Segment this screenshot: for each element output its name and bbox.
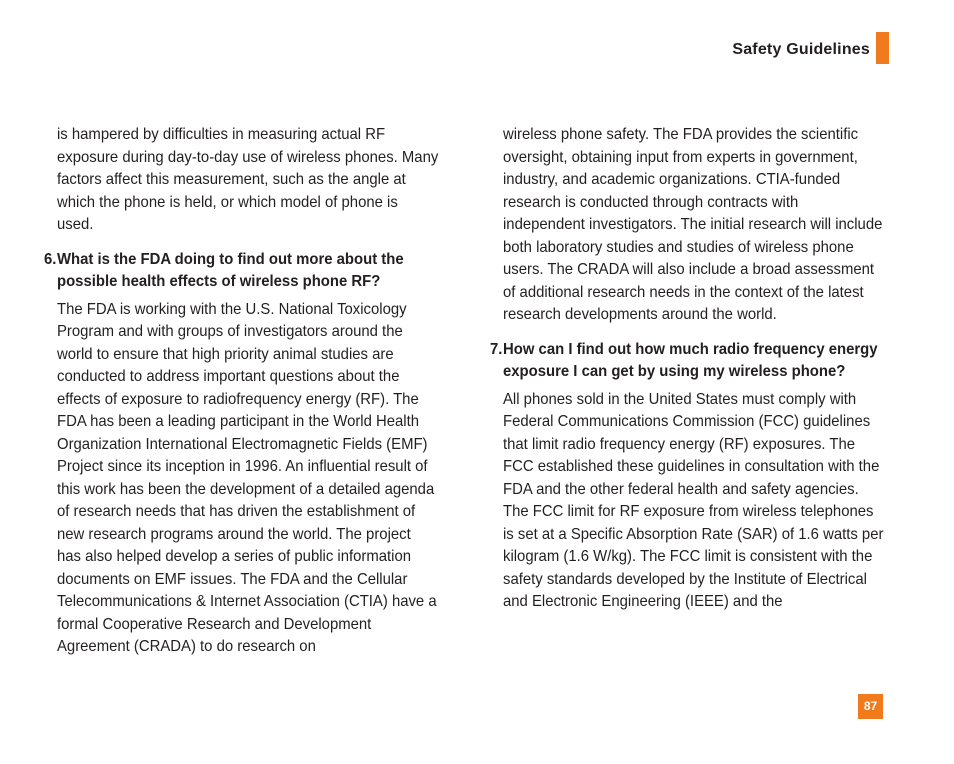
question-7-number: 7. — [489, 340, 503, 358]
right-column — [489, 124, 884, 614]
left-intro-paragraph: is hampered by difficulties in measuring actual RF exposure during day-to-day use of wireless phones. Many factors affect this measurement, such as the angle at which the phone is held, or which model of phone is used. — [57, 126, 439, 233]
answer-7-paragraph: All phones sold in the United States must comply with Federal Communications Commission (FCC) guidelines that limit radio frequency energy (RF) exposures. The FCC established these guidelines in consultation with the FDA and the other federal health and safety agencies. The FCC limit for RF exposure from wireless telephones is set at a Specific Absorption Rate (SAR) of 1.6 watts per kilogram (1.6 W/kg). The FCC limit is consistent with the safety standards developed by the Institute of Electrical and Electronic Engineering (IEEE) and the — [503, 390, 884, 610]
question-6 — [43, 249, 438, 293]
page-header-title: Safety Guidelines — [732, 41, 870, 58]
question-7-text: How can I find out how much radio frequency energy exposure I can get by using my wireless phone? — [503, 340, 878, 380]
page-number-badge: 87 — [858, 694, 883, 719]
answer-6-paragraph: The FDA is working with the U.S. National Toxicology Program and with groups of investigators around the world to ensure that high priority animal studies are conducted to address important questions about the effects of exposure to radiofrequency energy (RF). The FDA has been a leading participant in the World Health Organization International Electromagnetic Fields (EMF) Project since its inception in 1996. An influential result of this work has been the development of a detailed agenda of research needs that has driven the establishment of new research programs around the world. The project has also helped develop a series of public information documents on EMF issues. The FDA and the Cellular Telecommunications & Internet Association (CTIA) have a formal Cooperative Research and Development Agreement (CRADA) to do research on — [57, 300, 437, 655]
right-intro-paragraph: wireless phone safety. The FDA provides the scientific oversight, obtaining input from experts in government, industry, and academic organizations. CTIA-funded research is conducted through contracts with independent investigators. The initial research will include both laboratory studies and studies of wireless phone users. The CRADA will also include a broad assessment of additional research needs in the context of the latest research developments around the world. — [503, 126, 883, 323]
left-column — [43, 124, 439, 659]
question-6-number: 6. — [43, 250, 57, 268]
question-6-text: What is the FDA doing to find out more about the possible health effects of wireless phone RF? — [57, 250, 404, 290]
header-accent-bar — [876, 32, 889, 64]
question-7 — [489, 339, 884, 383]
